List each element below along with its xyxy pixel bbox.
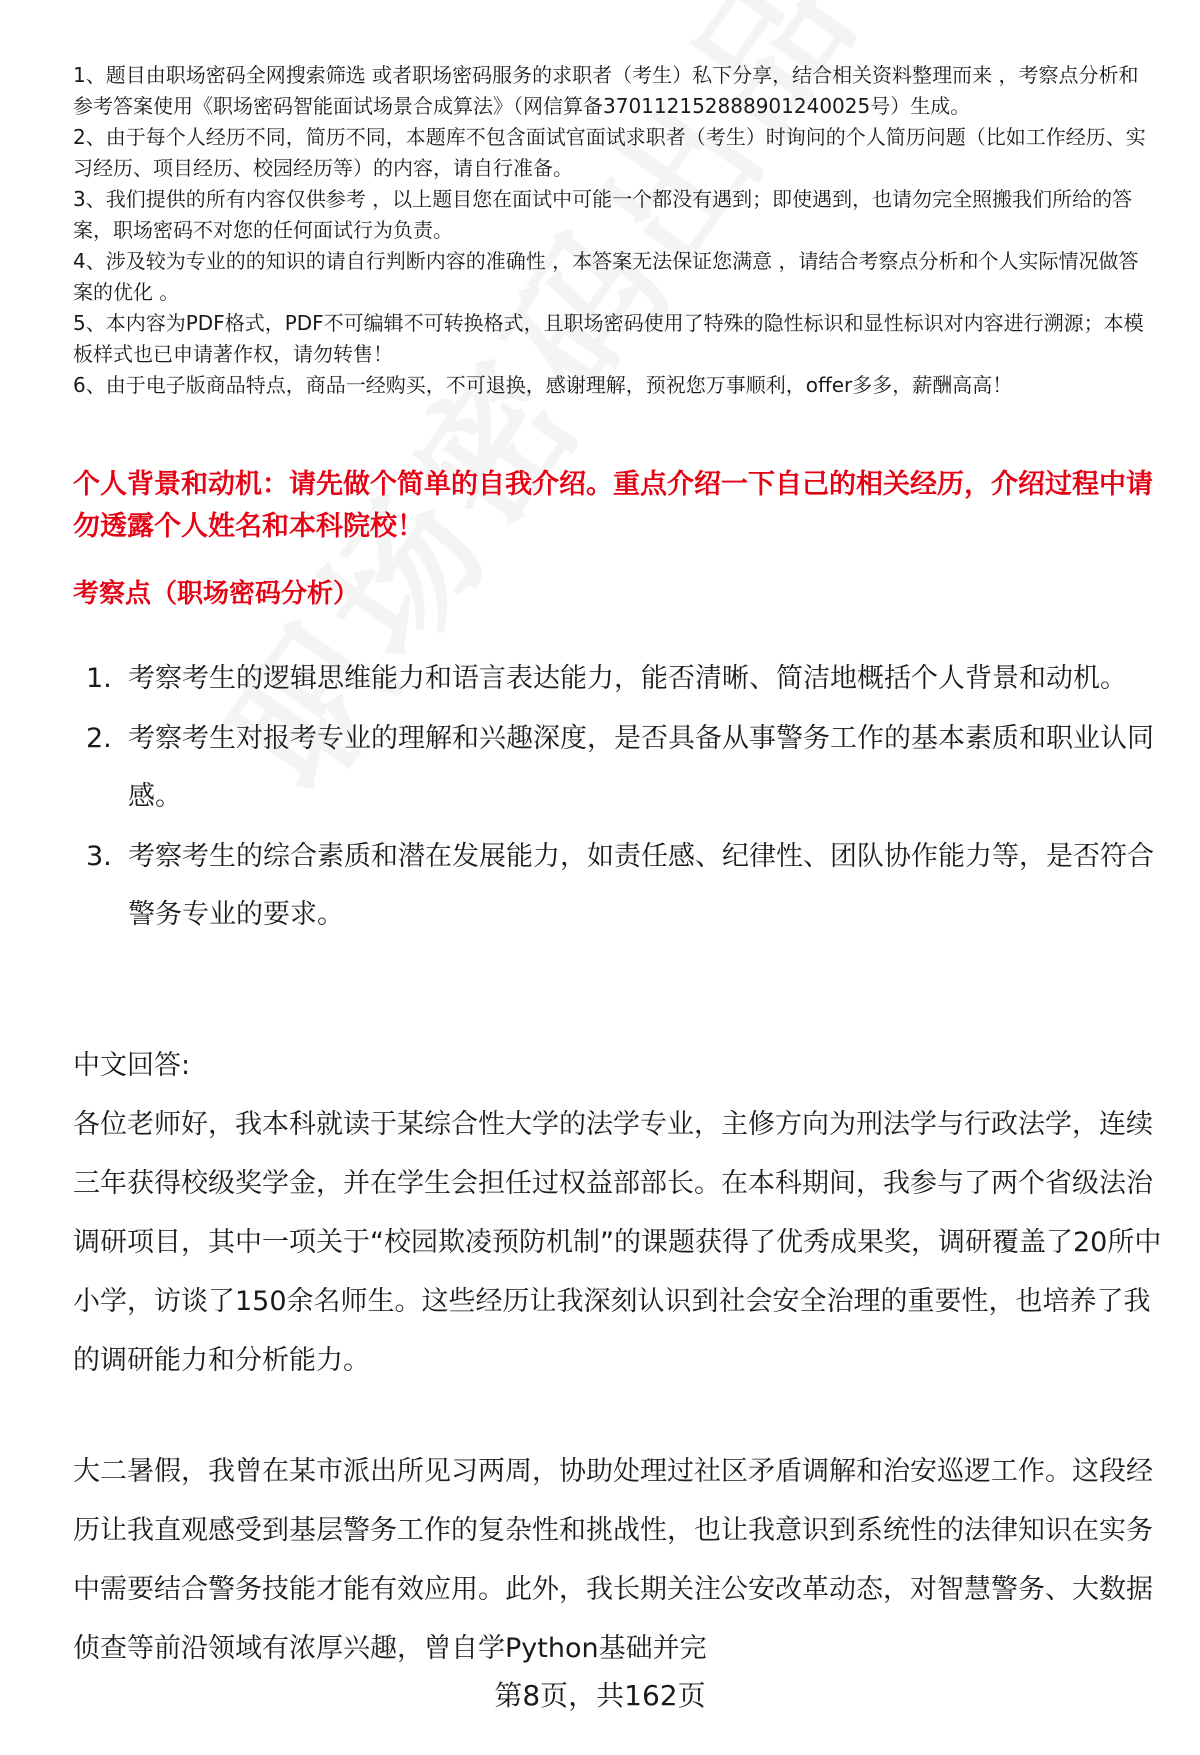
list-number: 3. — [86, 841, 112, 872]
answer-paragraph: 大二暑假，我曾在某市派出所见习两周，协助处理过社区矛盾调解和治安巡逻工作。这段经历让我直观感受到基层警务工作的复杂性和挑战性，也让我意识到系统性的法律知识在实务中需要结合警务技能才能有效应用。此外，我长期关注公安改革动态，对智慧警务、大数据侦查等前沿领域有浓厚兴趣，曾自学Python基础并完 — [73, 1456, 1153, 1664]
list-item — [73, 710, 1158, 826]
disclaimer-notes — [73, 60, 1158, 401]
note-item: 5、本内容为PDF格式，PDF不可编辑不可转换格式，且职场密码使用了特殊的隐性标识和显性标识对内容进行溯源；本模板样式也已申请著作权，请勿转售！ — [73, 311, 1144, 366]
list-item-text: 考察考生的逻辑思维能力和语言表达能力，能否清晰、简洁地概括个人背景和动机。 — [128, 663, 1127, 694]
analysis-heading: 考察点（职场密码分析） — [73, 579, 360, 609]
page-number: 第8页，共162页 — [494, 1679, 706, 1712]
answer-label: 中文回答: — [73, 1050, 191, 1081]
list-number: 2. — [86, 723, 112, 754]
list-item-text: 考察考生对报考专业的理解和兴趣深度，是否具备从事警务工作的基本素质和职业认同感。 — [128, 723, 1154, 812]
answer-paragraph: 各位老师好，我本科就读于某综合性大学的法学专业，主修方向为刑法学与行政法学，连续三年获得校级奖学金，并在学生会担任过权益部部长。在本科期间，我参与了两个省级法治调研项目，其中一项关于“校园欺凌预防机制”的课题获得了优秀成果奖，调研覆盖了20所中小学，访谈了150余名师生。这些经历让我深刻认识到社会安全治理的重要性，也培养了我的调研能力和分析能力。 — [73, 1109, 1162, 1376]
analysis-points-list — [73, 650, 1158, 946]
list-item-text: 考察考生的综合素质和潜在发展能力，如责任感、纪律性、团队协作能力等，是否符合警务专业的要求。 — [128, 841, 1154, 930]
note-item: 4、涉及较为专业的的知识的请自行判断内容的准确性 ，本答案无法保证您满意 ，请结合考察点分析和个人实际情况做答案的优化 。 — [73, 249, 1139, 304]
question-title: 个人背景和动机：请先做个简单的自我介绍。重点介绍一下自己的相关经历，介绍过程中请勿透露个人姓名和本科院校！ — [73, 469, 1153, 542]
list-number: 1. — [86, 663, 112, 694]
list-item — [73, 828, 1158, 944]
note-item: 3、我们提供的所有内容仅供参考 ，以上题目您在面试中可能一个都没有遇到；即使遇到，也请勿完全照搬我们所给的答案，职场密码不对您的任何面试行为负责。 — [73, 187, 1133, 242]
note-item: 1、题目由职场密码全网搜索筛选 或者职场密码服务的求职者（考生）私下分享，结合相关资料整理而来 ，考察点分析和参考答案使用《职场密码智能面试场景合成算法》（网信算备370112152888901240025号）生成。 — [73, 63, 1139, 118]
list-item — [73, 650, 1158, 708]
note-item: 6、由于电子版商品特点，商品一经购买，不可退换，感谢理解，预祝您万事顺利，offer多多，薪酬高高！ — [73, 373, 1013, 397]
note-item: 2、由于每个人经历不同，简历不同，本题库不包含面试官面试求职者（考生）时询问的个人简历问题（比如工作经历、实习经历、项目经历、校园经历等）的内容，请自行准备。 — [73, 125, 1146, 180]
